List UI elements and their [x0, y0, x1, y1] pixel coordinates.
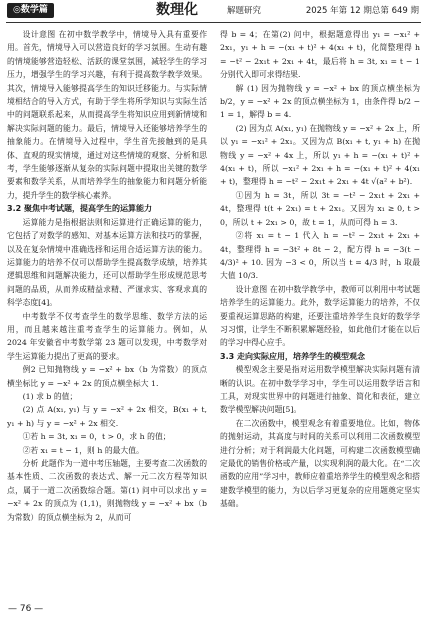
paragraph: 设计意图 在初中数学教学中，情境导入具有重要作用。首先，情境导入可以营造良好的学习氛围。生动有趣的情境能够营造轻松、活跃的课堂氛围，减轻学生的学习压力，增强学生的学习兴趣，有利于提高数学教学效果。其次，情境导入能够提高学生的知识迁移能力。与实际情境相结合的导入方式，有助于学生将所学知识与实际生活中的问题联系起来，从而提高学生将知识应用到新情境和解决实际问题的能力。最后，情境导入还能够培养学生的抽象能力。在情境导入过程中，学生首先接触到的是具体、直观的现实情境，通过对这些情境的观察、分析和思考，学生能够逐渐从复杂的实际问题中提取出关键的数学要素和数学关系，从而培养学生的抽象能力和问题分析能力，提升学生的数学核心素养。 — [7, 30, 207, 200]
paragraph: 模型观念主要是指对运用数学模型解决实际问题有清晰的认识。在初中数学学习中，学生可以运用数学语言和工具，对现实世界中的问题进行抽象、简化和表征，建立数学模型解决问题[5]。 — [220, 365, 420, 415]
right-column — [220, 28, 420, 511]
header-rule — [6, 22, 421, 23]
paragraph: 例2 已知抛物线 y = −x² + bx（b 为常数）的顶点横坐标比 y = −x² + 2x 的顶点横坐标大 1. — [7, 365, 207, 388]
paragraph: ①若 h = 3t, x₁ = 0，t > 0，求 h 的值； — [22, 432, 171, 442]
paragraph: 在二次函数中，模型观念有着重要地位。比如，物体的抛射运动，其高度与时间的关系可以利用二次函数模型进行分析；对于利润最大化问题，可构建二次函数模型确定最优的销售价格或产量，以实现利润的最大化。在“二次函数的应用”学习中，教师应着重培养学生的模型观念和搭建数学模型的能力，为以后学习更复杂的应用题奠定坚实基础。 — [220, 418, 420, 509]
section-heading: 3.3 走向实际应用，培养学生的模型观念 — [220, 351, 365, 361]
paragraph: (1) 求 b 的值； — [22, 391, 78, 401]
page-number: — 76 — — [8, 604, 44, 614]
paragraph: ②将 x₁ = t − 1 代入 h = −t² − 2x₁t + 2x₁ + 4t，整理得 h = −3t² + 8t − 2，配方得 h = −3(t − 4/3)² + 10. 因为 −3 < 0，所以当 t = 4/3 时，h 取最大值 10/3. — [220, 231, 420, 281]
paragraph: 运算能力是指根据法则和运算进行正确运算的能力，它包括了对数学的感知、对基本运算方法和技巧的掌握，以及在复杂情境中准确选择和运用合适运算方法的能力。运算能力的培养不仅可以帮助学生提高数学成绩，培养其逻辑思维和问题解决能力，还可以帮助学生形成规范思考问题的品质，从而养成精益求精、严谨求实、客观求真的科学态度[4]。 — [7, 217, 207, 308]
section-badge: ◎数学篇 — [7, 3, 54, 18]
paragraph: 解 (1) 因为抛物线 y = −x² + bx 的顶点横坐标为 b/2，y = −x² + 2x 的顶点横坐标为 1，由条件得 b/2 − 1 = 1，解得 b = 4. — [220, 83, 420, 120]
paragraph: 分析 此题作为一道中考压轴题，主要考查二次函数的基本性质、二次函数的表达式、解一元二次方程等知识点，属于一道二次函数综合题。第(1) 问中可以求出 y = −x² + 2x 的顶点为 (1,1)，则抛物线 y = −x² + bx（b 为常数）的顶点横坐标为 2，从而可 — [7, 459, 207, 522]
paragraph: ②若 x₁ = t − 1，则 h 的最大值。 — [22, 445, 144, 455]
section-heading: 3.2 聚焦中考试题，提高学生的运算能力 — [7, 204, 152, 214]
issue-info: 2025 年第 12 期总第 649 期 — [305, 6, 419, 16]
page-header — [0, 0, 427, 22]
paragraph: (2) 点 A(x₁, y₁) 与 y = −x² + 2x 相交，B(x₁ + t, y₁ + h) 与 y = −x² + 2x 相交. — [7, 405, 207, 428]
magazine-title: 数理化 — [156, 2, 198, 18]
paragraph: 得 b = 4；在第(2) 问中，根据题意得出 y₁ = −x₁² + 2x₁，y₁ + h = −(x₁ + t)² + 4(x₁ + t)，化简整理得 h = −t² − 2x₁t + 2x₁ + 4t，最后将 h = 3t, x₁ = t − 1 分别代入即可求得结果. — [220, 30, 420, 80]
paragraph: 中考数学不仅考查学生的数学思维、数学方法的运用，而且越来越注重考查学生的运算能力。例如，从 2024 年安徽省中考数学第 23 题可以发现，中考数学对学生运算能力提出了更高的要求。 — [7, 311, 207, 361]
paragraph: (2) 因为点 A(x₁, y₁) 在抛物线 y = −x² + 2x 上，所以 y₁ = −x₁² + 2x₁。又因为点 B(x₁ + t, y₁ + h) 在抛物线 y = −x² + 4x 上，所以 y₁ + h = −(x₁ + t)² + 4(x₁ + t)，所以 −x₁² + 2x₁ + h = −(x₁ + t)² + 4(x₁ + t)，整理得 h = −t² − 2x₁t + 2x₁ + 4t √(a² + b²). — [220, 123, 420, 187]
paragraph: 设计意图 在初中数学教学中，教师可以利用中考试题培养学生的运算能力。此外，数学运算能力的培养，不仅要重视运算思路的构建，还要注重培养学生良好的数学学习习惯，让学生不断积累解题经验，如此他们才能在以后的学习中得心应手。 — [220, 284, 420, 348]
magazine-subtitle: 解题研究 — [227, 6, 262, 16]
left-column — [7, 28, 207, 524]
paragraph: ①因为 h = 3t，所以 3t = −t² − 2x₁t + 2x₁ + 4t，整理得 t(t + 2x₁) = t + 2x₁。又因为 x₁ ≥ 0, t > 0，所以 t + 2x₁ > 0，故 t = 1，从而可得 h = 3. — [220, 190, 420, 227]
